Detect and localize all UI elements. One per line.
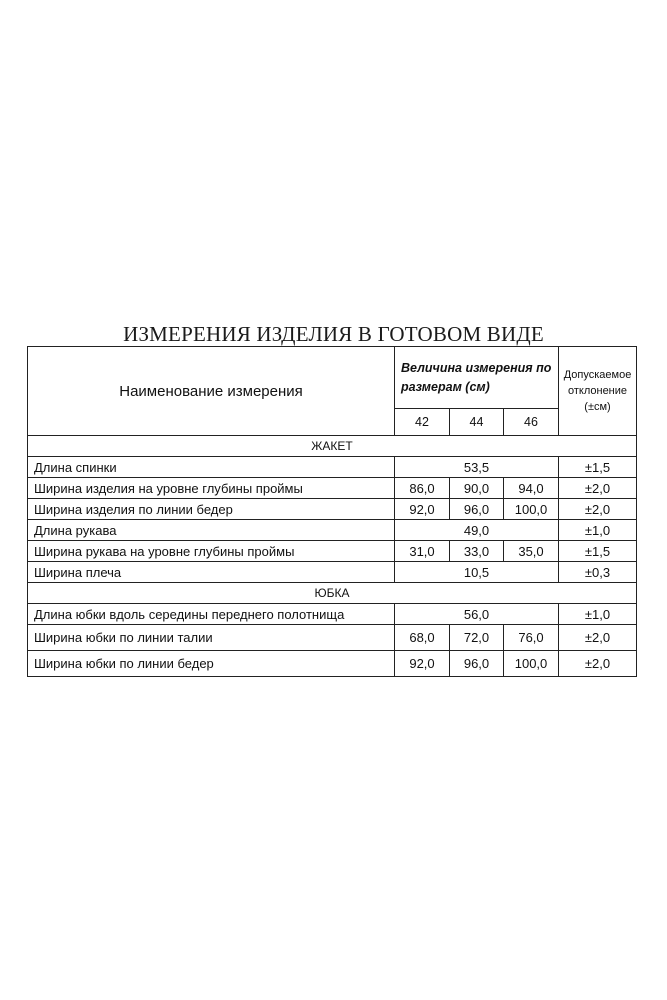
table-row <box>28 520 637 541</box>
measurement-value: 90,0 <box>450 478 504 499</box>
tolerance-value: ±2,0 <box>559 478 637 499</box>
tolerance-value: ±0,3 <box>559 562 637 583</box>
tolerance-value: ±1,5 <box>559 457 637 478</box>
tolerance-value: ±1,0 <box>559 604 637 625</box>
measurement-value: 86,0 <box>395 478 450 499</box>
tolerance-value: ±2,0 <box>559 625 637 651</box>
table-row <box>28 604 637 625</box>
measurement-value: 96,0 <box>450 651 504 677</box>
measurement-value: 10,5 <box>395 562 559 583</box>
tolerance-value: ±1,0 <box>559 520 637 541</box>
measurement-value: 68,0 <box>395 625 450 651</box>
measurement-name: Ширина изделия на уровне глубины проймы <box>28 478 395 499</box>
table-row <box>28 457 637 478</box>
measurement-value: 100,0 <box>504 651 559 677</box>
measurement-name: Длина спинки <box>28 457 395 478</box>
tolerance-value: ±2,0 <box>559 651 637 677</box>
size-42: 42 <box>395 409 450 436</box>
measurement-value: 94,0 <box>504 478 559 499</box>
table-row <box>28 541 637 562</box>
section-title: ЮБКА <box>28 583 637 604</box>
measurement-value: 72,0 <box>450 625 504 651</box>
measurement-value: 76,0 <box>504 625 559 651</box>
header-size-values: Величина измерения по размерам (см) <box>395 347 559 409</box>
measurement-name: Ширина юбки по линии бедер <box>28 651 395 677</box>
measurement-value: 92,0 <box>395 499 450 520</box>
header-row <box>28 347 637 409</box>
section-title: ЖАКЕТ <box>28 436 637 457</box>
measurement-name: Ширина изделия по линии бедер <box>28 499 395 520</box>
measurement-value: 53,5 <box>395 457 559 478</box>
header-tolerance: Допускаемое отклонение (±см) <box>559 347 637 436</box>
measurement-value: 100,0 <box>504 499 559 520</box>
measurement-value: 56,0 <box>395 604 559 625</box>
table-row <box>28 562 637 583</box>
tolerance-value: ±2,0 <box>559 499 637 520</box>
measurement-value: 31,0 <box>395 541 450 562</box>
section-row <box>28 436 637 457</box>
document-title: ИЗМЕРЕНИЯ ИЗДЕЛИЯ В ГОТОВОМ ВИДЕ <box>123 322 544 346</box>
measurement-value: 35,0 <box>504 541 559 562</box>
measurement-value: 92,0 <box>395 651 450 677</box>
section-row <box>28 583 637 604</box>
measurement-name: Длина юбки вдоль середины переднего полотнища <box>28 604 395 625</box>
measurement-name: Ширина юбки по линии талии <box>28 625 395 651</box>
measurements-table <box>27 346 637 677</box>
measurement-name: Длина рукава <box>28 520 395 541</box>
table-row <box>28 651 637 677</box>
size-44: 44 <box>450 409 504 436</box>
tolerance-value: ±1,5 <box>559 541 637 562</box>
table-row <box>28 499 637 520</box>
measurement-value: 49,0 <box>395 520 559 541</box>
measurement-value: 33,0 <box>450 541 504 562</box>
table-row <box>28 625 637 651</box>
table-row <box>28 478 637 499</box>
header-measurement-name: Наименование измерения <box>28 347 395 436</box>
measurement-name: Ширина плеча <box>28 562 395 583</box>
measurement-name: Ширина рукава на уровне глубины проймы <box>28 541 395 562</box>
measurement-value: 96,0 <box>450 499 504 520</box>
size-46: 46 <box>504 409 559 436</box>
